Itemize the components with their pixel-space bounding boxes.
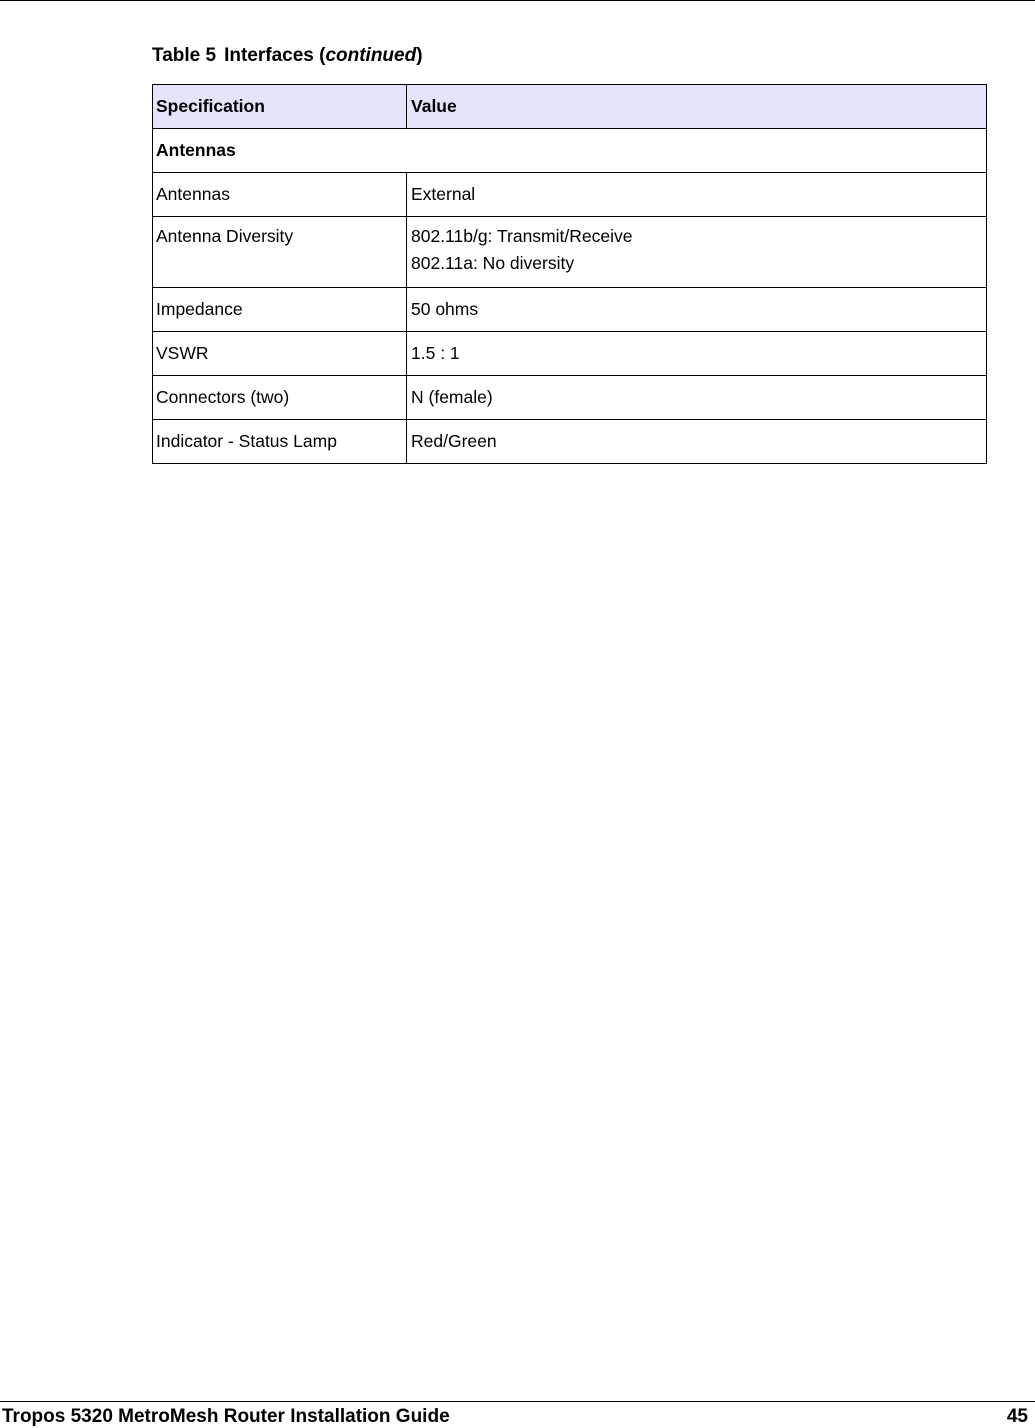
spec-cell: Indicator - Status Lamp — [153, 420, 407, 464]
table-row — [153, 217, 987, 288]
value-cell: External — [407, 173, 987, 217]
table-caption-close: ) — [416, 45, 423, 66]
footer-page-number: 45 — [1006, 1406, 1028, 1427]
value-cell: 50 ohms — [407, 288, 987, 332]
footer-document-title: Tropos 5320 MetroMesh Router Installation Guide — [2, 1406, 450, 1427]
spec-cell: Impedance — [153, 288, 407, 332]
spec-text: Antenna Diversity — [156, 226, 294, 246]
table-row — [153, 332, 987, 376]
header-specification: Specification — [153, 85, 407, 129]
section-row — [153, 129, 987, 173]
table-header-row — [153, 85, 987, 129]
table-row — [153, 288, 987, 332]
value-cell: 1.5 : 1 — [407, 332, 987, 376]
spec-cell — [153, 217, 407, 288]
value-line: 802.11a: No diversity — [411, 253, 575, 273]
spec-cell: Connectors (two) — [153, 376, 407, 420]
value-cell: N (female) — [407, 376, 987, 420]
table-caption-label: Table 5 — [152, 45, 217, 66]
header-value: Value — [407, 85, 987, 129]
interfaces-table — [152, 84, 987, 464]
table-row — [153, 173, 987, 217]
table-row — [153, 420, 987, 464]
spec-cell: Antennas — [153, 173, 407, 217]
section-antennas: Antennas — [153, 129, 987, 173]
value-line: 802.11b/g: Transmit/Receive — [411, 226, 633, 246]
table-row — [153, 376, 987, 420]
value-cell: Red/Green — [407, 420, 987, 464]
header-rule — [0, 0, 1035, 1]
table-caption — [152, 45, 423, 67]
value-cell — [407, 217, 987, 288]
table-caption-continued: continued — [325, 45, 417, 66]
spec-cell: VSWR — [153, 332, 407, 376]
table-caption-title: Interfaces ( — [224, 45, 326, 66]
footer-rule — [0, 1401, 1035, 1402]
